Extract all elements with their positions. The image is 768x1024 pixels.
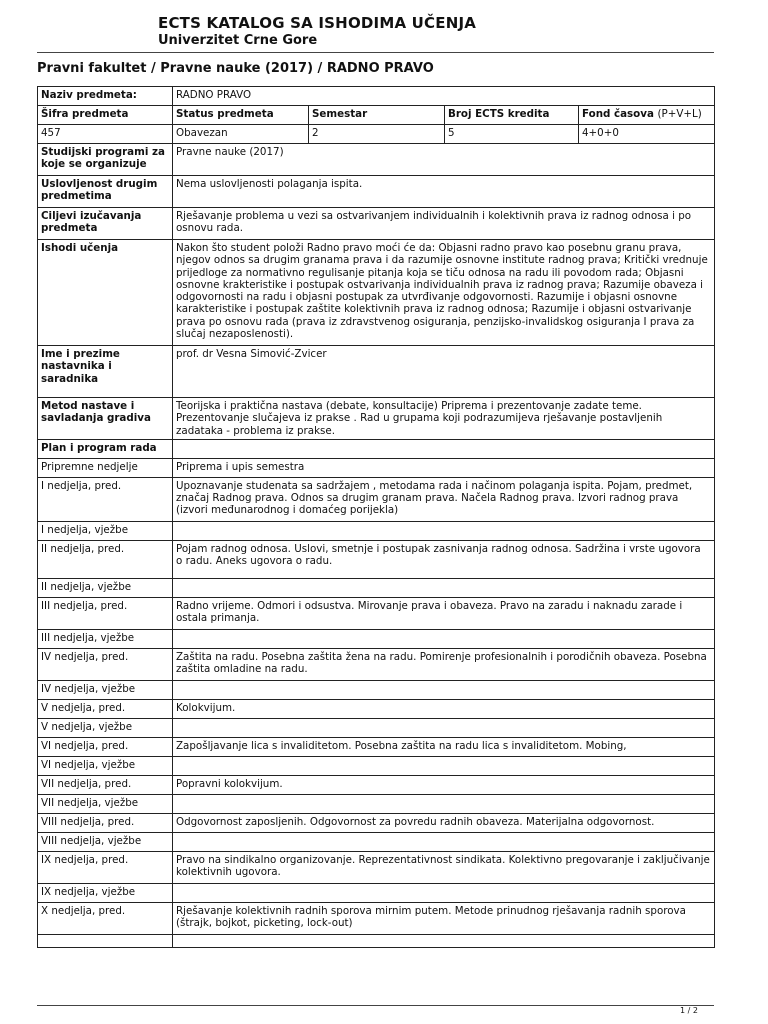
week-content [173,934,715,947]
week-row [38,699,715,718]
week-row [38,775,715,794]
week-content [173,680,715,699]
week-content: Radno vrijeme. Odmori i odsustva. Mirovanje prava i obaveza. Pravo na zaradu i naknadu zarade i ostala primanja. [173,597,715,629]
detail-label: Ciljevi izučavanja predmeta [38,208,173,240]
week-content [173,718,715,737]
page-number: 1 / 2 [680,1006,698,1015]
semester-value: 2 [309,125,445,144]
week-label: Pripremne nedjelje [38,458,173,477]
detail-value: Pravne nauke (2017) [173,144,715,176]
week-content: Zaštita na radu. Posebna zaštita žena na radu. Pomirenje profesionalnih i porodičnih obaveza. Posebna zaštita omladine na radu. [173,648,715,680]
week-content: Pravo na sindikalno organizovanje. Reprezentativnost sindikata. Kolektivno pregovaranje i zaključivanje kolektivnih ugovora. [173,851,715,883]
ects-value: 5 [445,125,579,144]
week-row [38,756,715,775]
week-content: Popravni kolokvijum. [173,775,715,794]
week-row [38,521,715,540]
detail-value: prof. dr Vesna Simović-Zvicer [173,346,715,398]
week-label: VIII nedjelja, vježbe [38,832,173,851]
catalog-title: ECTS KATALOG SA ISHODIMA UČENJA [158,14,477,32]
week-row [38,902,715,934]
detail-label: Ishodi učenja [38,240,173,346]
week-content [173,883,715,902]
week-label: VII nedjelja, vježbe [38,794,173,813]
week-label: III nedjelja, pred. [38,597,173,629]
detail-label: Metod nastave i savladanja gradiva [38,398,173,440]
week-row [38,794,715,813]
detail-value: Nema uslovljenosti polaganja ispita. [173,176,715,208]
university-name: Univerzitet Crne Gore [158,33,318,48]
course-name-label: Naziv predmeta: [38,87,173,106]
week-row [38,851,715,883]
course-name-row [38,87,715,106]
week-row [38,648,715,680]
detail-row [38,439,715,458]
hours-header-label: Fond časova [582,108,654,120]
breadcrumb: Pravni fakultet / Pravne nauke (2017) / RADNO PRAVO [37,61,434,76]
week-label: I nedjelja, vježbe [38,521,173,540]
week-content [173,629,715,648]
week-label: IV nedjelja, pred. [38,648,173,680]
hours-header [579,106,715,125]
course-columns-row [38,106,715,125]
week-content: Rješavanje kolektivnih radnih sporova mirnim putem. Metode prinudnog rješavanja radnih sporova (štrajk, bojkot, picketing, lock-out) [173,902,715,934]
week-label: VIII nedjelja, pred. [38,813,173,832]
week-row [38,540,715,578]
week-label: III nedjelja, vježbe [38,629,173,648]
semester-header: Semestar [309,106,445,125]
detail-row [38,240,715,346]
detail-row [38,144,715,176]
week-label: IX nedjelja, pred. [38,851,173,883]
hours-header-suffix: (P+V+L) [657,108,702,120]
detail-row [38,398,715,440]
week-row [38,883,715,902]
week-row [38,813,715,832]
course-table [37,86,715,948]
course-name-value: RADNO PRAVO [173,87,715,106]
week-label: X nedjelja, pred. [38,902,173,934]
detail-value: Nakon što student položi Radno pravo moći će da: Objasni radno pravo kao posebnu granu prava, njegov odnos sa drugim granama prava i da razumije osnovne institute radnog prava; Kritički vrednuje prijedloge za normativno regulisanje pitanja koja se tiču odnosa na radu ili povodom rada; Objasni osnovne krakteristike i postupak ostvarivanja individualnih prava iz radnog prava; Razumije obaveza i odgovornosti na radu i objasni postupak za utvrđivanje odgovornosti. Razumije i objasni osnovne karakteristike i postupak zaštite kolektivnih prava iz radnog odnosa; Razumije i objasni ostvarivanje prava po osnovu rada (prava iz zdravstvenog osiguranja, penzijsko-invalidskog osiguranja I prava za slučaj nezaposlenosti). [173,240,715,346]
week-label: VI nedjelja, pred. [38,737,173,756]
status-value: Obavezan [173,125,309,144]
course-values-row [38,125,715,144]
detail-row [38,176,715,208]
hours-value: 4+0+0 [579,125,715,144]
detail-label: Ime i prezime nastavnika i saradnika [38,346,173,398]
footer-divider [37,1005,714,1006]
detail-value: Rješavanje problema u vezi sa ostvarivanjem individualnih i kolektivnih prava iz radnog odnosa i po osnovu rada. [173,208,715,240]
week-label: IX nedjelja, vježbe [38,883,173,902]
week-row [38,578,715,597]
week-content: Zapošljavanje lica s invaliditetom. Posebna zaštita na radu lica s invaliditetom. Mobing, [173,737,715,756]
week-label [38,934,173,947]
week-content: Upoznavanje studenata sa sadržajem , metodama rada i načinom polaganja ispita. Pojam, predmet, značaj Radnog prava. Odnos sa drugim granam prava. Načela Radnog prava. Izvori radnog prava (izvori međunarodnog i domaćeg porijekla) [173,477,715,521]
week-row [38,718,715,737]
week-label: V nedjelja, pred. [38,699,173,718]
header-divider [37,52,714,53]
week-row [38,832,715,851]
week-content: Kolokvijum. [173,699,715,718]
week-content [173,832,715,851]
week-label: II nedjelja, vježbe [38,578,173,597]
week-content: Priprema i upis semestra [173,458,715,477]
detail-label: Plan i program rada [38,439,173,458]
status-header: Status predmeta [173,106,309,125]
week-content [173,794,715,813]
week-label: II nedjelja, pred. [38,540,173,578]
detail-value [173,439,715,458]
week-content [173,756,715,775]
detail-row [38,346,715,398]
week-label: I nedjelja, pred. [38,477,173,521]
week-row [38,737,715,756]
detail-value: Teorijska i praktična nastava (debate, konsultacije) Priprema i prezentovanje zadate teme. Prezentovanje slučajeva iz prakse . Rad u grupama koji podrazumijeva rješavanje postavljenih zadataka - problema iz prakse. [173,398,715,440]
week-row [38,597,715,629]
week-content: Pojam radnog odnosa. Uslovi, smetnje i postupak zasnivanja radnog odnosa. Sadržina i vrste ugovora o radu. Aneks ugovora o radu. [173,540,715,578]
code-header: Šifra predmeta [38,106,173,125]
detail-label: Studijski programi za koje se organizuje [38,144,173,176]
week-row [38,934,715,947]
detail-label: Uslovljenost drugim predmetima [38,176,173,208]
week-label: VI nedjelja, vježbe [38,756,173,775]
week-label: IV nedjelja, vježbe [38,680,173,699]
week-row [38,629,715,648]
week-row [38,458,715,477]
code-value: 457 [38,125,173,144]
week-row [38,477,715,521]
week-content [173,578,715,597]
detail-row [38,208,715,240]
week-label: VII nedjelja, pred. [38,775,173,794]
week-content: Odgovornost zaposljenih. Odgovornost za povredu radnih obaveza. Materijalna odgovornost. [173,813,715,832]
week-row [38,680,715,699]
week-content [173,521,715,540]
ects-header: Broj ECTS kredita [445,106,579,125]
week-label: V nedjelja, vježbe [38,718,173,737]
